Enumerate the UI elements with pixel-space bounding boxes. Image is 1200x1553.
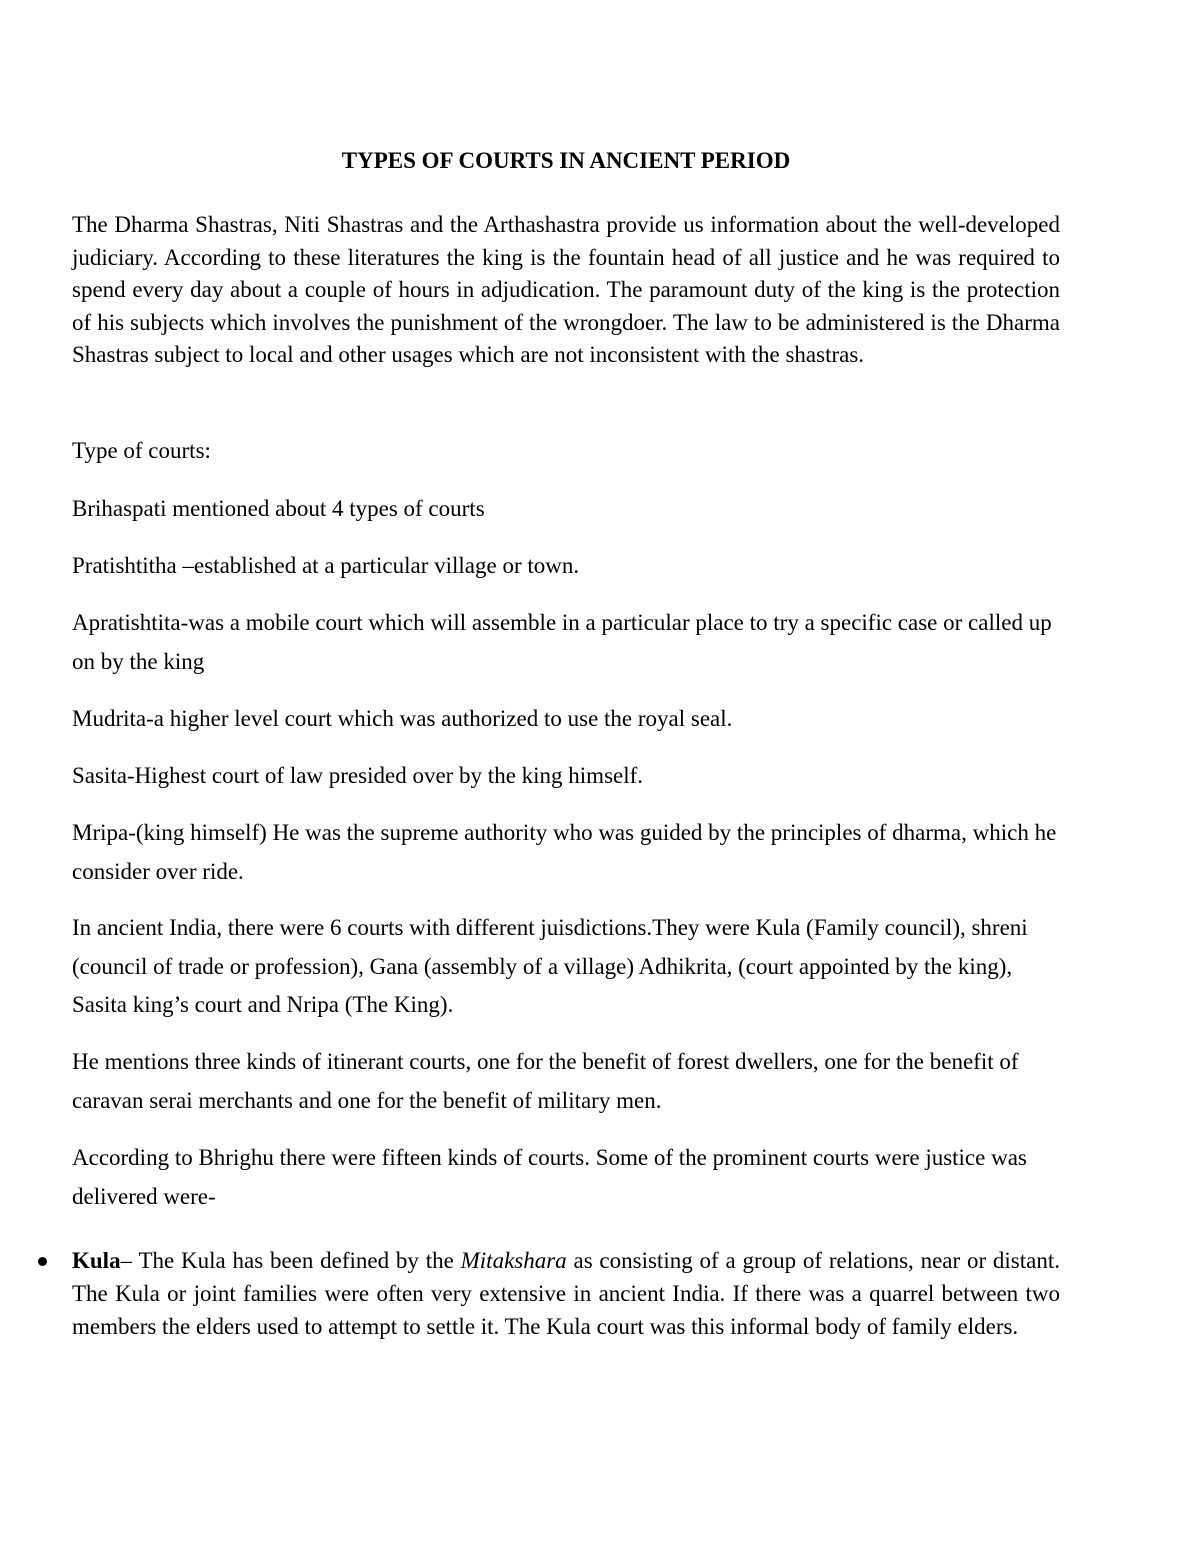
paragraph-itinerant-courts: He mentions three kinds of itinerant courts, one for the benefit of forest dwellers, one for the benefit of caravan serai merchants and one for the benefit of military men.: [72, 1049, 1019, 1113]
paragraph-bhrighu: According to Bhrighu there were fifteen kinds of courts. Some of the prominent courts were justice was delivered were-: [72, 1145, 1027, 1209]
paragraph-sasita: Sasita-Highest court of law presided over by the king himself.: [72, 763, 644, 788]
paragraph-six-courts: In ancient India, there were 6 courts with different juisdictions.They were Kula (Family council), shreni (council of trade or profession), Gana (assembly of a village) Adhikrita, (court appointed by the king), Sasita king’s court and Nripa (The King).: [72, 915, 1028, 1017]
bullet-icon: [38, 1257, 47, 1266]
paragraph-pratishtitha: Pratishtitha –established at a particular village or town.: [72, 553, 580, 578]
document-title: TYPES OF COURTS IN ANCIENT PERIOD: [341, 148, 791, 173]
court-bullet-list: [72, 1244, 1060, 1343]
paragraph-mudrita: Mudrita-a higher level court which was authorized to use the royal seal.: [72, 706, 733, 731]
list-item: [72, 1244, 1060, 1343]
bullet-term: Kula: [72, 1248, 121, 1273]
paragraph-apratishtita: Apratishtita-was a mobile court which will assemble in a particular place to try a specific case or called up on by the king: [72, 610, 1052, 674]
paragraph-type-of-courts: Type of courts:: [72, 438, 211, 463]
intro-paragraph: The Dharma Shastras, Niti Shastras and the Arthashastra provide us information about the well-developed judiciary. According to these literatures the king is the fountain head of all justice and he was required to spend every day about a couple of hours in adjudication. The paramount duty of the king is the protection of his subjects which involves the punishment of the wrongdoer. The law to be administered is the Dharma Shastras subject to local and other usages which are not inconsistent with the shastras.: [72, 212, 1060, 368]
paragraph-mripa: Mripa-(king himself) He was the supreme authority who was guided by the principles of dharma, which he consider over ride.: [72, 820, 1057, 884]
paragraph-brihaspati: Brihaspati mentioned about 4 types of courts: [72, 496, 485, 521]
bullet-text-rest: as consisting of a group of relations, near or distant. The Kula or joint families were often very extensive in ancient India. If there was a quarrel between two members the elders used to attempt to settle it. The Kula court was this informal body of family elders.: [72, 1248, 1061, 1339]
bullet-text-lead: – The Kula has been defined by the: [120, 1248, 461, 1273]
bullet-italic-term: Mitakshara: [460, 1248, 567, 1273]
